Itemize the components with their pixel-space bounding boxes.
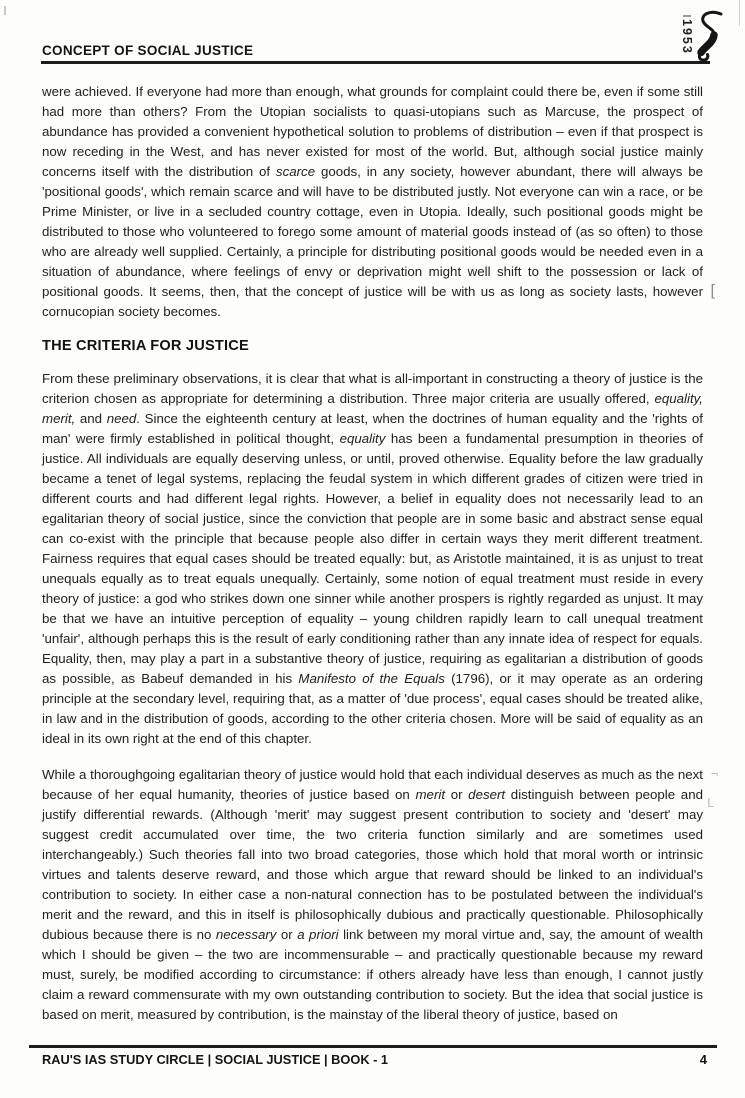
scan-edge-artifact [739,0,740,26]
header-divider [41,61,710,64]
footer-source-text: RAU'S IAS STUDY CIRCLE | SOCIAL JUSTICE | BOOK - 1 [42,1052,389,1067]
margin-bracket-mark: [ [708,281,718,300]
margin-tick-mark-top: ¬ [711,767,719,781]
logo-year-block [680,15,694,55]
page-number: 4 [699,1052,707,1067]
logo-est-mark [683,15,691,17]
page-title: CONCEPT OF SOCIAL JUSTICE [42,43,254,58]
footer-divider [29,1045,717,1048]
section-heading-criteria-for-justice: THE CRITERIA FOR JUSTICE [42,338,249,354]
paragraph-positional-goods: were achieved. If everyone had more than enough, what grounds for complaint could there be, even if some still had more than others? From the Utopian socialists to quasi-utopians such as Marcuse, the prospect of abundance has provided a convenient hypothetical solution to problems of distribution – even if that prospect is now receding in the West, and has never existed for most of the world. But, although social justice mainly concerns itself with the distribution of scarce goods, in any society, however abundant, there will always be 'positional goods', which remain scarce and will have to be distributed justly. Not everyone can win a race, or be Prime Minister, or live in a secluded country cottage, even in Utopia. Ideally, such positional goods might be distributed to those who volunteered to forego some amount of material goods instead of (as so often) to those who are already well supplied. Certainly, a principle for distributing positional goods would be needed even in a situation of abundance, where feelings of envy or deprivation might well shift to the possession or lack of positional goods. It seems, then, that the concept of justice will be with us as long as society lasts, however cornucopian society becomes. [42,84,704,319]
paragraph-merit-criterion: While a thoroughgoing egalitarian theory of justice would hold that each individual deserves as much as the next because of her equal humanity, theories of justice based on merit or desert distinguish between people and justify differential rewards. (Although 'merit' may suggest present contribution to society and 'desert' may suggest credit accumulated over time, the two criteria function similarly and are sometimes used interchangeably.) Such theories fall into two broad categories, those which hold that moral worth or intrinsic virtues and talents deserve reward, and those which argue that reward should be linked to an individual's contribution to society. In either case a non-natural connection has to be postulated between the individual's merit and the reward, and this in itself is philosophically dubious and practically questionable. Philosophically dubious because there is no necessary or a priori link between my moral virtue and, say, the amount of wealth which I should be given – the two are incommensurable – and practically questionable because my reward must, surely, be modified according to circumstance: if others already have less than enough, I cannot justly claim a reward commensurate with my own outstanding contribution to society. But the idea that social justice is based on merit, measured by contribution, is the mainstay of the liberal theory of justice, based on [42,767,703,1022]
page-body [42,82,703,1041]
calligraphic-swash-icon [695,9,723,63]
publisher-logo [680,9,723,63]
scan-corner-artifact [4,6,6,15]
logo-year: 1953 [680,19,694,55]
margin-tick-mark-bottom: L [707,796,715,810]
paragraph-equality-criterion: From these preliminary observations, it is clear that what is all-important in constructing a theory of justice is the criterion chosen as appropriate for determining a distribution. Three major criteria are usually offered, equality, merit, and need. Since the eighteenth century at least, when the doctrines of human equality and the 'rights of man' were firmly established in political thought, equality has been a fundamental presumption in theories of justice. All individuals are equally deserving unless, or until, proved otherwise. Equality before the law gradually became a tenet of legal systems, replacing the feudal system in which different grades of citizen were tried in different courts and had different legal rights. However, a belief in equality does not necessarily lead to an egalitarian theory of social justice, since the conviction that people are in some basic and abstract sense equal can co-exist with the principle that because people also differ in certain ways they merit different treatment. Fairness requires that equal cases should be treated equally: but, as Aristotle maintained, it is as unjust to treat unequals equally as to treat equals unequally. Certainly, some notion of equal treatment must reside in every theory of justice: a god who strikes down one sinner while another prospers is rightly regarded as unjust. It may be that we have an intuitive perception of equality – young children rapidly learn to call unequal treatment 'unfair', although perhaps this is the result of early conditioning rather than any innate idea of respect for equals. Equality, then, may play a part in a substantive theory of justice, requiring as egalitarian a distribution of goods as possible, as Babeuf demanded in his Manifesto of the Equals (1796), or it may operate as an ordering principle at the secondary level, requiring that, as a matter of 'due process', equal cases should be treated alike, in law and in the distribution of goods, according to the other criteria chosen. More will be said of equality as an ideal in its own right at the end of this chapter. [42,371,704,746]
